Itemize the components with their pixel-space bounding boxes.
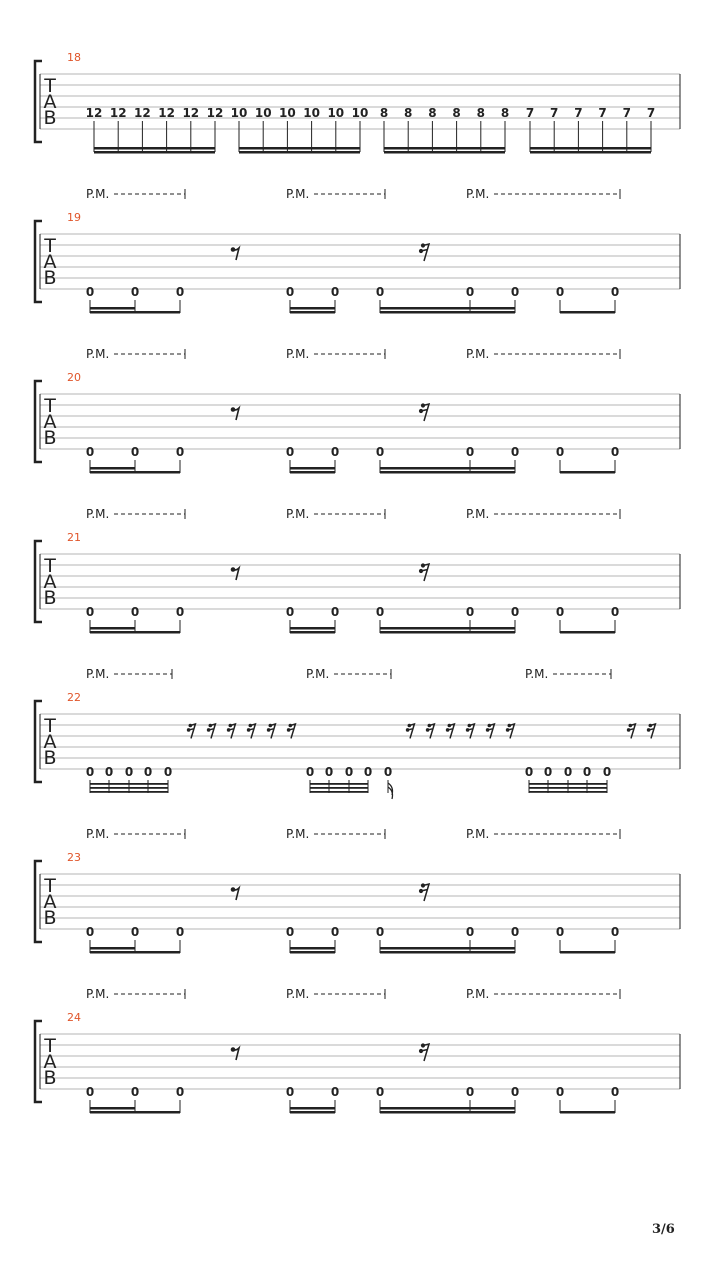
fret-number: 0 [510, 605, 520, 619]
tab-clef-letter: B [43, 907, 57, 929]
fret-number: 0 [85, 605, 95, 619]
beam-secondary [290, 307, 335, 310]
palm-mute-label: P.M. [286, 507, 310, 521]
fret-number: 0 [130, 925, 140, 939]
beam-primary [90, 631, 180, 634]
tab-clef-letter: A [43, 251, 57, 273]
palm-mute-label: P.M. [86, 347, 110, 361]
fret-number: 0 [85, 285, 95, 299]
tab-clef-letter: A [43, 411, 57, 433]
palm-mute-label: P.M. [466, 827, 490, 841]
palm-mute-label: P.M. [466, 987, 490, 1001]
tab-clef-letter: T [44, 1035, 56, 1057]
fret-number: 12 [134, 106, 151, 120]
fret-number: 8 [452, 106, 461, 120]
system-bracket [35, 541, 42, 622]
beam-primary [530, 147, 651, 150]
beam-primary [380, 471, 515, 474]
system-bracket [35, 381, 42, 462]
fret-number: 0 [175, 285, 185, 299]
tab-system [35, 987, 680, 1114]
fret-number: 0 [324, 765, 334, 779]
tab-clef-letter: A [43, 91, 57, 113]
beam-secondary [94, 151, 215, 154]
fret-number: 0 [375, 605, 385, 619]
beam-primary [384, 147, 505, 150]
tab-clef-letter: A [43, 571, 57, 593]
fret-number: 12 [158, 106, 175, 120]
tab-system [35, 187, 680, 314]
beam-primary [380, 631, 515, 634]
system-bracket [35, 61, 42, 142]
beam-secondary [90, 467, 135, 470]
fret-number: 0 [465, 605, 475, 619]
beam-secondary [380, 947, 515, 950]
fret-number: 10 [303, 106, 320, 120]
eighth-rest-stem [232, 888, 239, 900]
tab-clef-letter: A [43, 1051, 57, 1073]
fret-number: 8 [404, 106, 413, 120]
beam-primary [380, 1111, 515, 1114]
palm-mute-label: P.M. [306, 667, 330, 681]
beam-primary [560, 631, 615, 634]
beam-secondary [90, 947, 135, 950]
eighth-rest-stem [232, 248, 239, 260]
palm-mute-label: P.M. [286, 987, 310, 1001]
fret-number: 0 [375, 925, 385, 939]
palm-mute-label: P.M. [86, 187, 110, 201]
palm-mute-label: P.M. [286, 347, 310, 361]
fret-number: 0 [285, 605, 295, 619]
tab-clef-letter: B [43, 107, 57, 129]
beam-primary [560, 1111, 615, 1114]
fret-number: 0 [285, 1085, 295, 1099]
fret-number: 7 [550, 106, 559, 120]
fret-number: 7 [622, 106, 631, 120]
fret-number: 0 [524, 765, 534, 779]
palm-mute-label: P.M. [86, 987, 110, 1001]
fret-number: 7 [598, 106, 607, 120]
measure-number: 24 [67, 1011, 81, 1024]
tab-clef-letter: A [43, 731, 57, 753]
beam-secondary [380, 627, 515, 630]
fret-number: 0 [104, 765, 114, 779]
fret-number: 0 [175, 445, 185, 459]
beam-secondary [530, 151, 651, 154]
fret-number: 0 [555, 285, 565, 299]
fret-number: 0 [555, 445, 565, 459]
tab-clef-letter: T [44, 235, 56, 257]
measure-number: 20 [67, 371, 81, 384]
beam [310, 791, 368, 793]
beam-primary [90, 951, 180, 954]
beam-primary [380, 951, 515, 954]
fret-number: 0 [143, 765, 153, 779]
palm-mute-label: P.M. [86, 827, 110, 841]
fret-number: 0 [85, 925, 95, 939]
beam-secondary [290, 627, 335, 630]
fret-number: 0 [85, 765, 95, 779]
beam-primary [290, 951, 335, 954]
fret-number: 0 [330, 605, 340, 619]
tab-system [35, 827, 680, 954]
tab-system [35, 507, 680, 634]
beam-secondary [290, 1107, 335, 1110]
fret-number: 0 [130, 285, 140, 299]
fret-number: 7 [525, 106, 535, 120]
fret-number: 12 [206, 106, 224, 120]
fret-number: 0 [330, 925, 340, 939]
beam-secondary [90, 307, 135, 310]
tab-clef-letter: A [43, 891, 57, 913]
fret-number: 0 [285, 285, 295, 299]
fret-number: 0 [582, 765, 592, 779]
tab-clef-letter: B [43, 1067, 57, 1089]
fret-number: 0 [375, 1085, 385, 1099]
beam-primary [560, 471, 615, 474]
fret-number: 0 [175, 925, 185, 939]
beam-secondary [380, 467, 515, 470]
beam [310, 783, 368, 785]
system-bracket [35, 861, 42, 942]
beam-secondary [380, 1107, 515, 1110]
tab-clef-letter: T [44, 715, 56, 737]
fret-number: 0 [344, 765, 354, 779]
fret-number: 0 [163, 765, 173, 779]
note-flag [388, 783, 393, 799]
tab-system [35, 51, 680, 154]
fret-number: 7 [574, 106, 583, 120]
fret-number: 0 [563, 765, 573, 779]
fret-number: 0 [510, 445, 520, 459]
fret-number: 0 [602, 765, 612, 779]
fret-number: 0 [330, 1085, 340, 1099]
measure-number: 19 [67, 211, 81, 224]
palm-mute-label: P.M. [466, 507, 490, 521]
beam-primary [90, 1111, 180, 1114]
fret-number: 0 [375, 285, 385, 299]
tab-clef-letter: B [43, 747, 57, 769]
fret-number: 10 [230, 106, 248, 120]
fret-number: 12 [182, 106, 200, 120]
tab-clef-letter: B [43, 427, 57, 449]
beam-primary [290, 631, 335, 634]
beam-primary [290, 311, 335, 314]
measure-number: 21 [67, 531, 81, 544]
beam-secondary [90, 627, 135, 630]
fret-number: 0 [130, 445, 140, 459]
fret-number: 10 [254, 106, 272, 120]
tab-clef-letter: T [44, 555, 56, 577]
fret-number: 0 [465, 925, 475, 939]
fret-number: 7 [646, 106, 656, 120]
fret-number: 0 [510, 285, 520, 299]
beam [529, 791, 607, 793]
fret-number: 0 [85, 1085, 95, 1099]
beam [90, 783, 168, 785]
tab-system [35, 347, 680, 474]
beam [90, 787, 168, 789]
beam [310, 787, 368, 789]
beam [529, 783, 607, 785]
system-bracket [35, 701, 42, 782]
fret-number: 12 [85, 106, 103, 120]
palm-mute-label: P.M. [525, 667, 549, 681]
fret-number: 0 [465, 1085, 475, 1099]
palm-mute-label: P.M. [86, 667, 110, 681]
fret-number: 0 [610, 285, 620, 299]
fret-number: 0 [330, 285, 340, 299]
fret-number: 8 [476, 106, 485, 120]
fret-number: 12 [109, 106, 127, 120]
tab-clef-letter: T [44, 875, 56, 897]
beam-primary [290, 471, 335, 474]
palm-mute-label: P.M. [286, 827, 310, 841]
fret-number: 10 [327, 106, 345, 120]
beam-primary [90, 311, 180, 314]
fret-number: 0 [85, 445, 95, 459]
beam-primary [94, 147, 215, 150]
fret-number: 0 [465, 285, 475, 299]
fret-number: 0 [610, 925, 620, 939]
fret-number: 0 [555, 605, 565, 619]
beam-primary [560, 311, 615, 314]
beam-secondary [384, 151, 505, 154]
beam-primary [90, 471, 180, 474]
beam [529, 787, 607, 789]
beam-secondary [290, 467, 335, 470]
beam-primary [239, 147, 360, 150]
system-bracket [35, 221, 42, 302]
fret-number: 0 [130, 605, 140, 619]
fret-number: 8 [428, 106, 437, 120]
fret-number: 10 [351, 106, 369, 120]
fret-number: 10 [279, 106, 296, 120]
tab-system [35, 667, 680, 799]
fret-number: 0 [175, 605, 185, 619]
fret-number: 0 [555, 1085, 565, 1099]
page-number: 3/6 [652, 1222, 675, 1237]
measure-number: 22 [67, 691, 81, 704]
fret-number: 0 [510, 925, 520, 939]
fret-number: 8 [500, 106, 510, 120]
eighth-rest-stem [232, 568, 239, 580]
fret-number: 0 [375, 445, 385, 459]
fret-number: 0 [383, 765, 393, 779]
beam-secondary [290, 947, 335, 950]
fret-number: 8 [379, 106, 389, 120]
measure-number: 18 [67, 51, 81, 64]
fret-number: 0 [285, 925, 295, 939]
fret-number: 0 [555, 925, 565, 939]
fret-number: 0 [543, 765, 553, 779]
eighth-rest-stem [232, 1048, 239, 1060]
palm-mute-label: P.M. [466, 347, 490, 361]
palm-mute-label: P.M. [466, 187, 490, 201]
beam-secondary [380, 307, 515, 310]
measure-number: 23 [67, 851, 81, 864]
palm-mute-label: P.M. [86, 507, 110, 521]
fret-number: 0 [610, 1085, 620, 1099]
fret-number: 0 [510, 1085, 520, 1099]
tab-clef-letter: B [43, 267, 57, 289]
system-bracket [35, 1021, 42, 1102]
fret-number: 0 [330, 445, 340, 459]
palm-mute-label: P.M. [286, 187, 310, 201]
tab-clef-letter: B [43, 587, 57, 609]
beam-primary [380, 311, 515, 314]
fret-number: 0 [363, 765, 373, 779]
fret-number: 0 [610, 445, 620, 459]
beam-secondary [90, 1107, 135, 1110]
fret-number: 0 [610, 605, 620, 619]
tab-clef-letter: T [44, 395, 56, 417]
fret-number: 0 [465, 445, 475, 459]
beam [90, 791, 168, 793]
fret-number: 0 [124, 765, 134, 779]
beam-primary [560, 951, 615, 954]
beam-secondary [239, 151, 360, 154]
fret-number: 0 [175, 1085, 185, 1099]
fret-number: 0 [305, 765, 315, 779]
eighth-rest-stem [232, 408, 239, 420]
beam-primary [290, 1111, 335, 1114]
tab-clef-letter: T [44, 75, 56, 97]
fret-number: 0 [130, 1085, 140, 1099]
fret-number: 0 [285, 445, 295, 459]
